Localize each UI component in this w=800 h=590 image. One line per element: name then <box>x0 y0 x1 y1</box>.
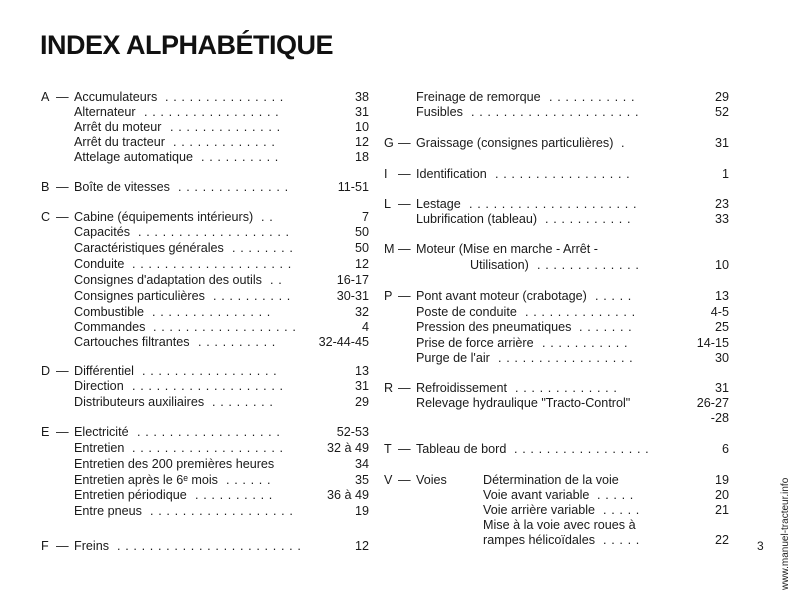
entry-label: Caractéristiques générales <box>74 241 224 255</box>
leader-dots: . . . . . . . . . . . . . . . . . . . <box>132 379 284 393</box>
entry-page: 31 <box>714 381 729 395</box>
leader-dots: . . . . . . . . . . . . . . . . . . <box>137 425 281 439</box>
entry-label: Voies <box>416 473 447 487</box>
index-entry <box>0 395 800 411</box>
entry-page: 18 <box>354 150 369 164</box>
leader-dots: . . . . . . . . . . . . . . . . . . . . <box>132 257 292 271</box>
index-entry <box>0 196 800 212</box>
index-entry <box>0 272 800 288</box>
leader-dots: . . . . . . . . . . <box>213 289 291 303</box>
entry-label: Refroidissement <box>416 381 507 395</box>
entry-label: Electricité <box>74 425 129 439</box>
entry-page: 30 <box>714 351 729 365</box>
section-letter: D <box>41 364 51 378</box>
entry-page: 52 <box>714 105 729 119</box>
index-entry <box>0 487 800 503</box>
leader-dots: . . . . . . . . . . . . . . . . . <box>142 364 278 378</box>
leader-dots: . . . . . . . . . . . <box>549 90 636 104</box>
entry-page: 50 <box>354 225 369 239</box>
entry-label: Pression des pneumatiques <box>416 320 572 334</box>
entry-label: Identification <box>416 167 487 181</box>
entry-label: Prise de force arrière <box>416 336 534 350</box>
index-entry <box>0 517 800 533</box>
section-letter: I <box>384 167 388 181</box>
entry-page: 32 <box>354 305 369 319</box>
entry-label: Pont avant moteur (crabotage) <box>416 289 587 303</box>
section-letter: T <box>384 442 392 456</box>
section-letter: C <box>41 210 51 224</box>
leader-dots: . . <box>270 273 283 287</box>
leader-dots: . . . . . . . . . . . . . . . <box>152 305 271 319</box>
index-entry <box>0 335 800 351</box>
entry-label: Entre pneus <box>74 504 142 518</box>
entry-page: 31 <box>714 136 729 150</box>
entry-page: 10 <box>714 258 729 272</box>
entry-label: Combustible <box>74 305 144 319</box>
entry-page: 32-44-45 <box>318 335 369 349</box>
leader-dots: . . . . . <box>603 533 640 547</box>
entry-label: Détermination de la voie <box>483 473 619 487</box>
index-entry <box>0 241 800 257</box>
leader-dots: . . . . . . . . . . . . . . . . . <box>514 442 650 456</box>
entry-page: 21 <box>714 503 729 517</box>
entry-label: Commandes <box>74 320 146 334</box>
entry-page: 10 <box>354 120 369 134</box>
leader-dots: . . . . . . . . . . . . . . <box>178 180 289 194</box>
entry-page: 30-31 <box>336 289 369 303</box>
index-entry <box>0 257 800 273</box>
entry-label: Distributeurs auxiliaires <box>74 395 205 409</box>
index-entry <box>0 304 800 320</box>
entry-label: Accumulateurs <box>74 90 158 104</box>
leader-dots: . . . . . . . . <box>212 395 274 409</box>
index-entry <box>0 135 800 151</box>
section-dash: — <box>398 197 411 211</box>
entry-label: Freins <box>74 539 109 553</box>
entry-label: Entretien périodique <box>74 488 187 502</box>
section-dash: — <box>56 210 69 224</box>
index-entry <box>0 532 800 548</box>
entry-page: 6 <box>721 442 729 456</box>
entry-label: Arrêt du moteur <box>74 120 162 134</box>
entry-label: Direction <box>74 379 124 393</box>
entry-page: 26-27 <box>696 396 729 410</box>
section-dash: — <box>56 90 69 104</box>
entry-page: 16-17 <box>336 273 369 287</box>
watermark: www.manuel-tracteur.info <box>780 477 791 590</box>
page-title: INDEX ALPHABÉTIQUE <box>40 30 334 60</box>
index-entry <box>0 104 800 120</box>
entry-page: 33 <box>714 212 729 226</box>
entry-label: Consignes d'adaptation des outils <box>74 273 262 287</box>
entry-page: 36 à 49 <box>326 488 369 502</box>
section-dash: — <box>56 425 69 439</box>
entry-label: Voie arrière variable <box>483 503 596 517</box>
leader-dots: . . . . . . . . . . . . . . . . . . . . . <box>469 197 638 211</box>
entry-page: 14-15 <box>696 336 729 350</box>
entry-page: 34 <box>354 457 369 471</box>
entry-label: Conduite <box>74 257 125 271</box>
index-entry <box>0 502 800 518</box>
entry-label: Entretien après le 6ᵉ mois <box>74 473 218 487</box>
entry-page: 31 <box>354 105 369 119</box>
section-letter: B <box>41 180 50 194</box>
entry-label: Cabine (équipements intérieurs) <box>74 210 254 224</box>
entry-page: 19 <box>714 473 729 487</box>
leader-dots: . . . . . . . . . . . <box>545 212 632 226</box>
leader-dots: . . . . . . . . . . . . . . . . . . . . . <box>471 105 640 119</box>
section-dash: — <box>398 473 411 487</box>
entry-label: Fusibles <box>416 105 463 119</box>
section-dash: — <box>56 539 69 553</box>
entry-label: Lestage <box>416 197 461 211</box>
entry-page: 12 <box>354 257 369 271</box>
entry-page: 13 <box>714 289 729 303</box>
section-dash: — <box>398 136 411 150</box>
entry-page: 35 <box>354 473 369 487</box>
entry-label: Utilisation) <box>470 258 529 272</box>
section-letter: F <box>41 539 49 553</box>
section-dash: — <box>56 180 69 194</box>
leader-dots: . . . . . <box>597 488 634 502</box>
section-dash: — <box>398 442 411 456</box>
entry-label: Relevage hydraulique "Tracto-Control" <box>416 396 631 410</box>
entry-label: Alternateur <box>74 105 136 119</box>
index-entry <box>0 472 800 488</box>
entry-label: Capacités <box>74 225 131 239</box>
leader-dots: . . . . . . . . . . . . . . . . . . <box>153 320 297 334</box>
section-letter: V <box>384 473 393 487</box>
leader-dots: . . . . . . . . . . . . . . . <box>165 90 284 104</box>
index-entry <box>0 288 800 304</box>
index-entry <box>0 441 800 457</box>
leader-dots: . . . . . <box>603 503 640 517</box>
leader-dots: . . . . . . . . . . . . . <box>537 258 640 272</box>
entry-label: Mise à la voie avec roues à <box>483 518 636 532</box>
entry-label: Moteur (Mise en marche - Arrêt - <box>416 242 598 256</box>
entry-page: 1 <box>721 167 729 181</box>
entry-label: Consignes particulières <box>74 289 205 303</box>
leader-dots: . . . . . . . . . . . . . . . . . . . . . . . <box>117 539 302 553</box>
entry-page: 29 <box>354 395 369 409</box>
leader-dots: . . . . . . . . . . <box>195 488 273 502</box>
leader-dots: . . . . . . . . . . . . . <box>515 381 618 395</box>
entry-page: 25 <box>714 320 729 334</box>
index-entry <box>0 350 800 366</box>
entry-page: 12 <box>354 135 369 149</box>
entry-label: Boîte de vitesses <box>74 180 170 194</box>
entry-page: 11-51 <box>337 180 369 194</box>
leader-dots: . . . . . . . . . . . . . . . . . . . <box>132 441 284 455</box>
entry-label: Attelage automatique <box>74 150 194 164</box>
index-entry <box>0 211 800 227</box>
leader-dots: . . . . . . . . . . <box>198 335 276 349</box>
entry-page: 32 à 49 <box>326 441 369 455</box>
index-entry <box>0 319 800 335</box>
entry-label: Entretien <box>74 441 125 455</box>
leader-dots: . <box>621 136 626 150</box>
entry-page: 50 <box>354 241 369 255</box>
entry-label: Tableau de bord <box>416 442 507 456</box>
entry-label: Entretien des 200 premières heures <box>74 457 275 471</box>
index-entry <box>0 424 800 440</box>
page-number: 3 <box>757 539 764 553</box>
entry-page: 13 <box>354 364 369 378</box>
entry-page: 38 <box>354 90 369 104</box>
leader-dots: . . <box>261 210 274 224</box>
entry-page: 22 <box>714 533 729 547</box>
entry-label: Lubrification (tableau) <box>416 212 538 226</box>
leader-dots: . . . . . . <box>226 473 272 487</box>
index-entry <box>0 410 800 426</box>
section-dash: — <box>398 381 411 395</box>
entry-page: 12 <box>354 539 369 553</box>
index-entry <box>0 166 800 182</box>
leader-dots: . . . . . . . . . . . . . . . . . <box>498 351 634 365</box>
section-letter: M <box>384 242 395 256</box>
leader-dots: . . . . . . . . . . . . . . <box>170 120 281 134</box>
leader-dots: . . . . . . . . . . . . . . . . . <box>144 105 280 119</box>
entry-label: Différentiel <box>74 364 134 378</box>
section-dash: — <box>398 289 411 303</box>
leader-dots: . . . . . . . . . . . . . . . . . . <box>150 504 294 518</box>
leader-dots: . . . . . . . . . . <box>201 150 279 164</box>
section-letter: P <box>384 289 393 303</box>
section-letter: E <box>41 425 50 439</box>
entry-page: 31 <box>354 379 369 393</box>
section-letter: G <box>384 136 394 150</box>
section-letter: A <box>41 90 50 104</box>
entry-page: 4-5 <box>710 305 729 319</box>
entry-page: 7 <box>361 210 369 224</box>
entry-page: 4 <box>361 320 369 334</box>
entry-page: -28 <box>710 411 729 425</box>
entry-label: Poste de conduite <box>416 305 517 319</box>
leader-dots: . . . . . . . . . . . . . . . . . . . <box>138 225 290 239</box>
entry-page: 19 <box>354 504 369 518</box>
index-entry <box>0 380 800 396</box>
entry-label: Graissage (consignes particulières) <box>416 136 614 150</box>
section-dash: — <box>398 167 411 181</box>
leader-dots: . . . . . . . . . . . . . . . . . <box>495 167 631 181</box>
leader-dots: . . . . . . . . <box>232 241 294 255</box>
entry-label: Cartouches filtrantes <box>74 335 190 349</box>
entry-label: Voie avant variable <box>483 488 590 502</box>
index-entry <box>0 119 800 135</box>
entry-page: 20 <box>714 488 729 502</box>
section-letter: L <box>384 197 392 211</box>
section-letter: R <box>384 381 394 395</box>
index-entry <box>0 456 800 472</box>
entry-label: rampes hélicoïdales <box>483 533 596 547</box>
section-dash: — <box>398 242 411 256</box>
index-entry <box>0 149 800 165</box>
entry-label: Arrêt du tracteur <box>74 135 165 149</box>
entry-page: 23 <box>714 197 729 211</box>
leader-dots: . . . . . . . . . . . . . <box>173 135 276 149</box>
entry-label: Purge de l'air <box>416 351 490 365</box>
leader-dots: . . . . . . . . . . . . . . <box>525 305 636 319</box>
entry-page: 52-53 <box>336 425 369 439</box>
section-dash: — <box>56 364 69 378</box>
leader-dots: . . . . . . . . . . . <box>542 336 629 350</box>
entry-label: Freinage de remorque <box>416 90 541 104</box>
leader-dots: . . . . . . . <box>579 320 633 334</box>
entry-page: 29 <box>714 90 729 104</box>
leader-dots: . . . . . <box>595 289 632 303</box>
index-entry <box>0 89 800 105</box>
